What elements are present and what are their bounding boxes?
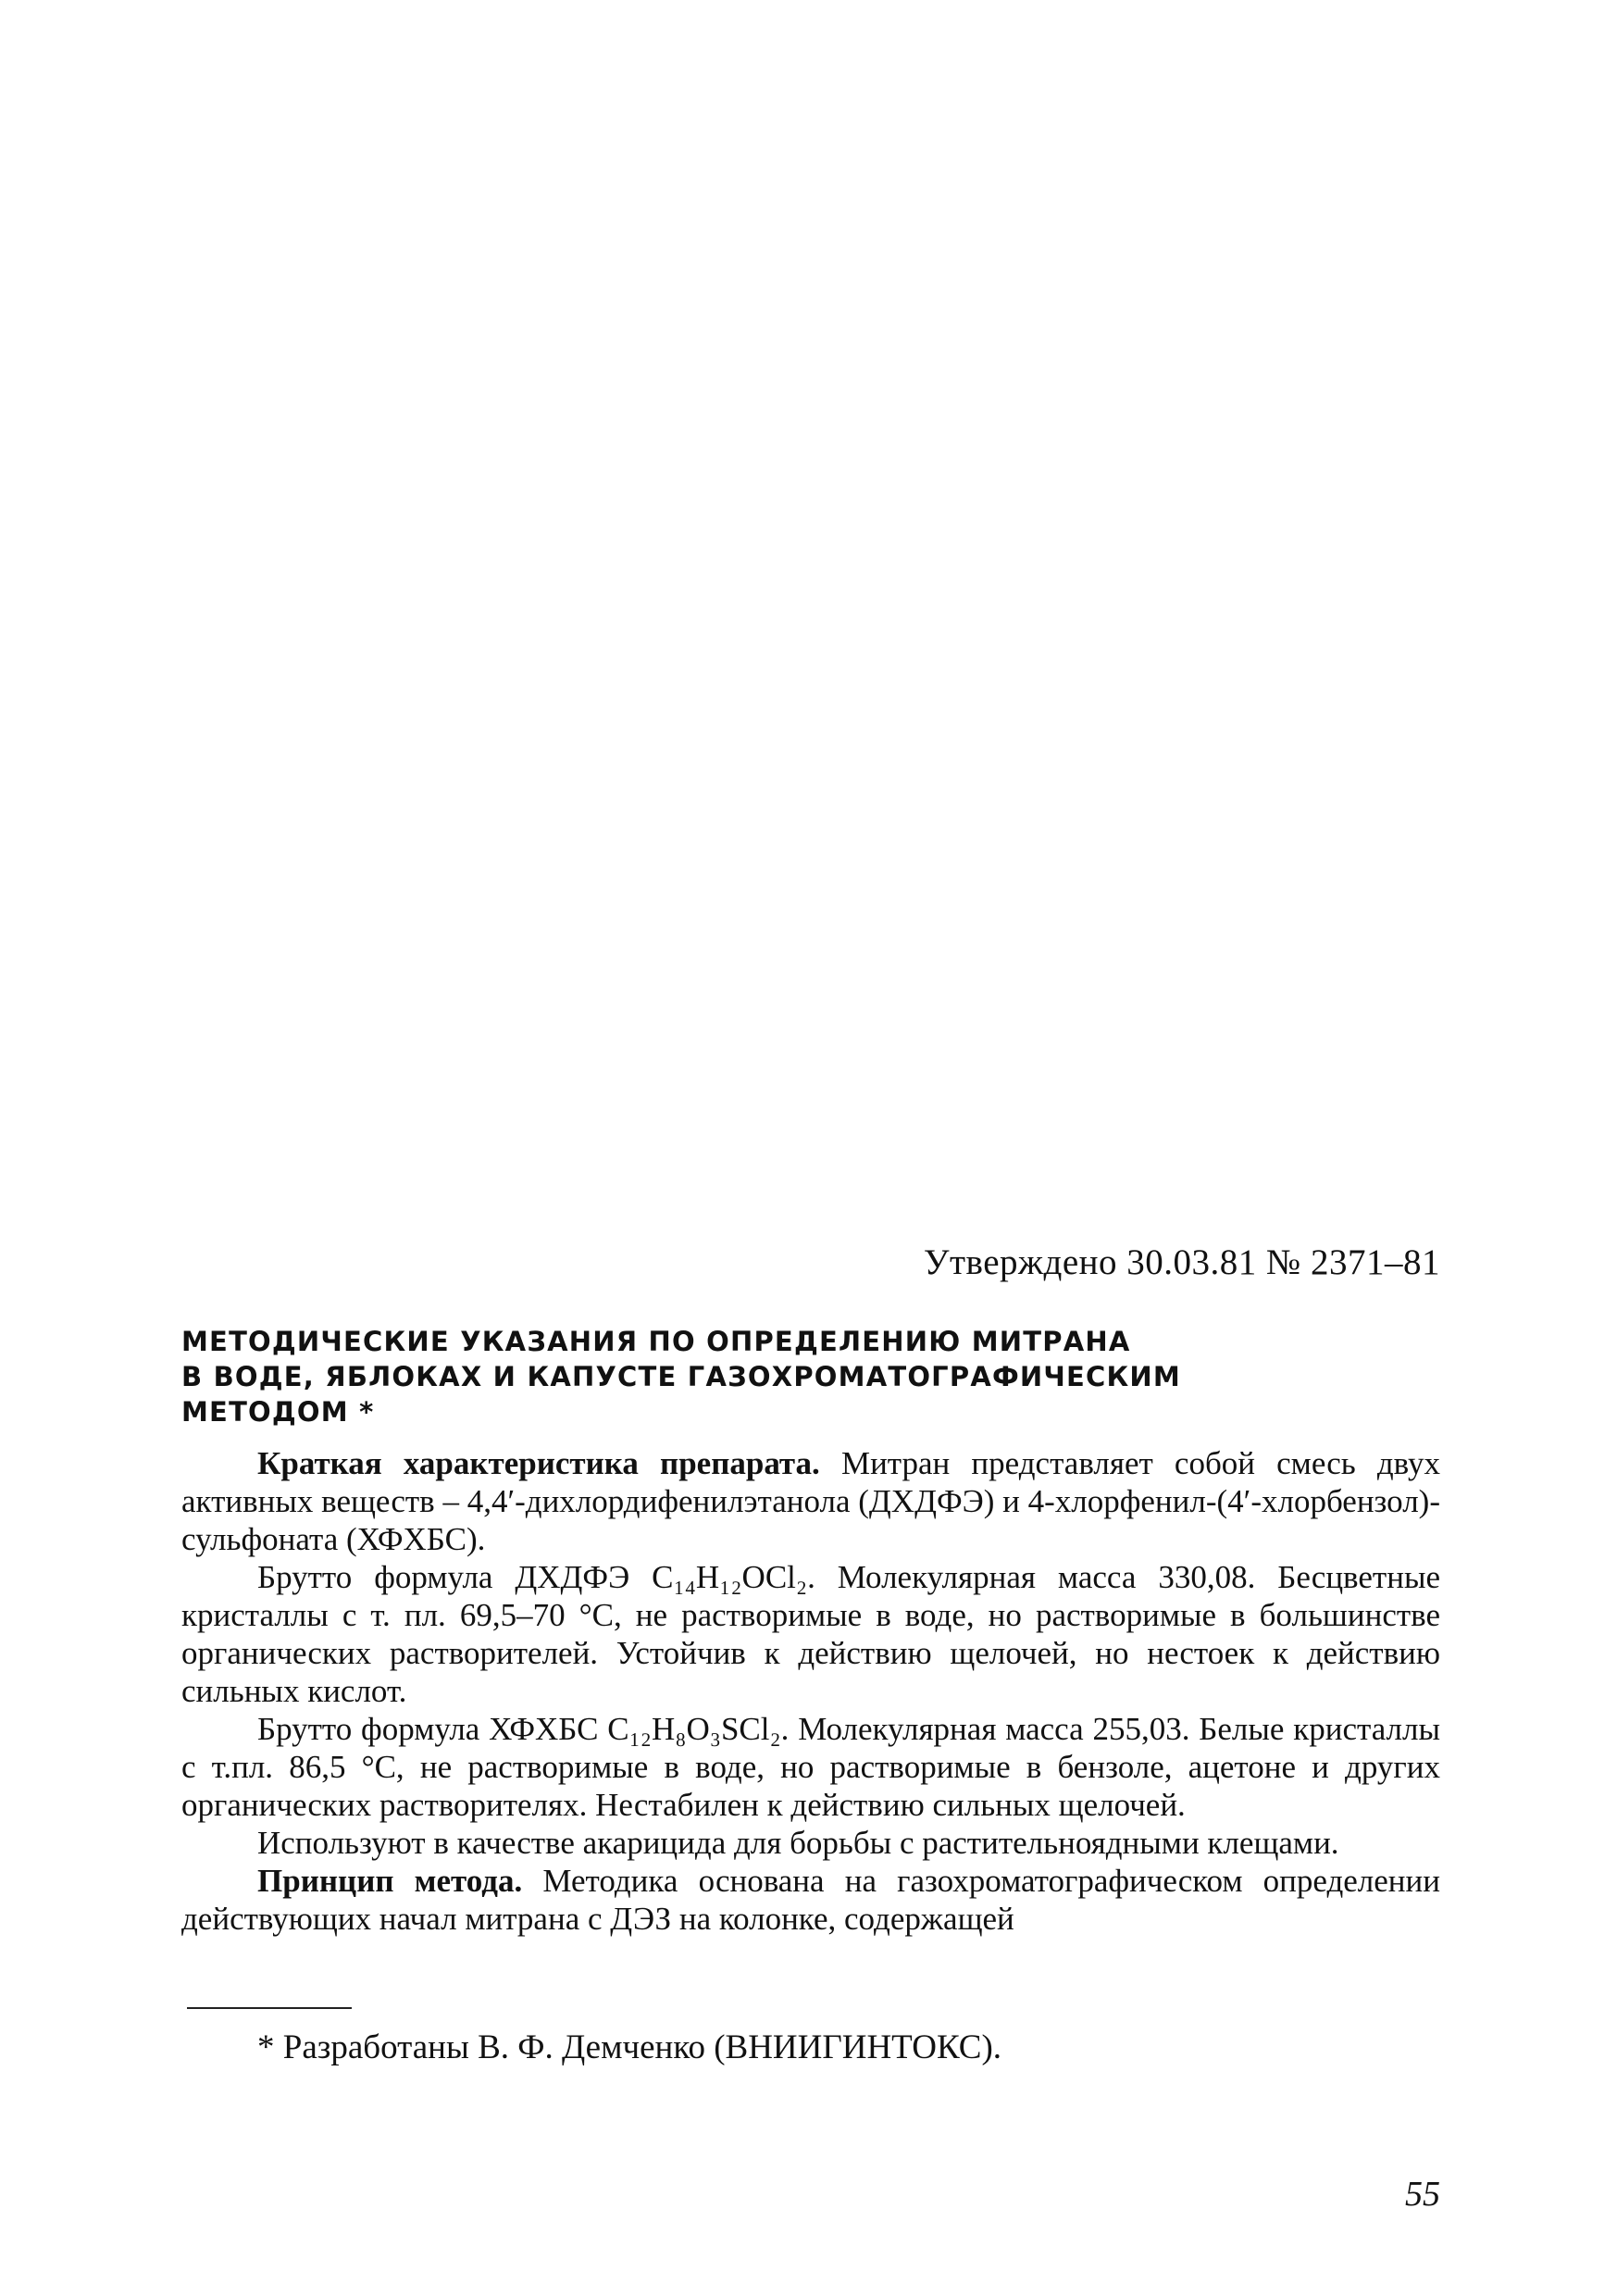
paragraph-text: Брутто формула ХФХБС C₁₂H₈O₃SCl₂. Молекулярная масса 255,03. Белые кристаллы с т.пл. 86,5 °С, не растворимые в воде, но растворимые в бензоле, ацетоне и других органических растворителях. Нестабилен к действию сильных щелочей. [181,1711,1440,1823]
title-line: МЕТОДИЧЕСКИЕ УКАЗАНИЯ ПО ОПРЕДЕЛЕНИЮ МИТРАНА [181,1326,1131,1357]
footnote-divider [187,2007,352,2009]
paragraph-text: Методика основана на газохроматографическом определении действующих начал митрана с ДЭЗ на колонке, содержащей [181,1863,1440,1937]
title-line: МЕТОДОМ * [181,1396,375,1428]
paragraph-text: Брутто формула ДХДФЭ C₁₄H₁₂OCl₂. Молекулярная масса 330,08. Бесцветные кристаллы с т. пл. 69,5–70 °С, не растворимые в воде, но растворимые в большинстве органических растворителей. Устойчив к действию щелочей, но нестоек к действию сильных кислот. [181,1559,1440,1709]
paragraph-usage [181,1824,1440,1862]
footnote: * Разработаны В. Ф. Демченко (ВНИИГИНТОКС). [257,2028,1002,2066]
paragraph-method-principle [181,1862,1440,1938]
paragraph-text: Митран представляет собой смесь двух активных веществ – 4,4′-дихлордифенилэтанола (ДХДФЭ) и 4-хлорфенил-(4′-хлорбензол)-сульфоната (ХФХБС). [181,1445,1441,1557]
paragraph-dhdfe [181,1558,1440,1710]
body-text [181,1444,1440,1938]
document-title [181,1324,1440,1429]
paragraph-characteristics [181,1444,1440,1558]
run-in-heading: Принцип метода. [257,1863,523,1899]
title-line: В ВОДЕ, ЯБЛОКАХ И КАПУСТЕ ГАЗОХРОМАТОГРАФИЧЕСКИМ [181,1361,1181,1392]
approval-line: Утверждено 30.03.81 № 2371–81 [923,1242,1440,1282]
paragraph-hfhbs [181,1710,1440,1824]
page-number: 55 [1405,2175,1440,2214]
run-in-heading: Краткая характеристика препарата. [257,1445,820,1481]
paragraph-text: Используют в качестве акарицида для борьбы с растительноядными клещами. [257,1825,1339,1861]
